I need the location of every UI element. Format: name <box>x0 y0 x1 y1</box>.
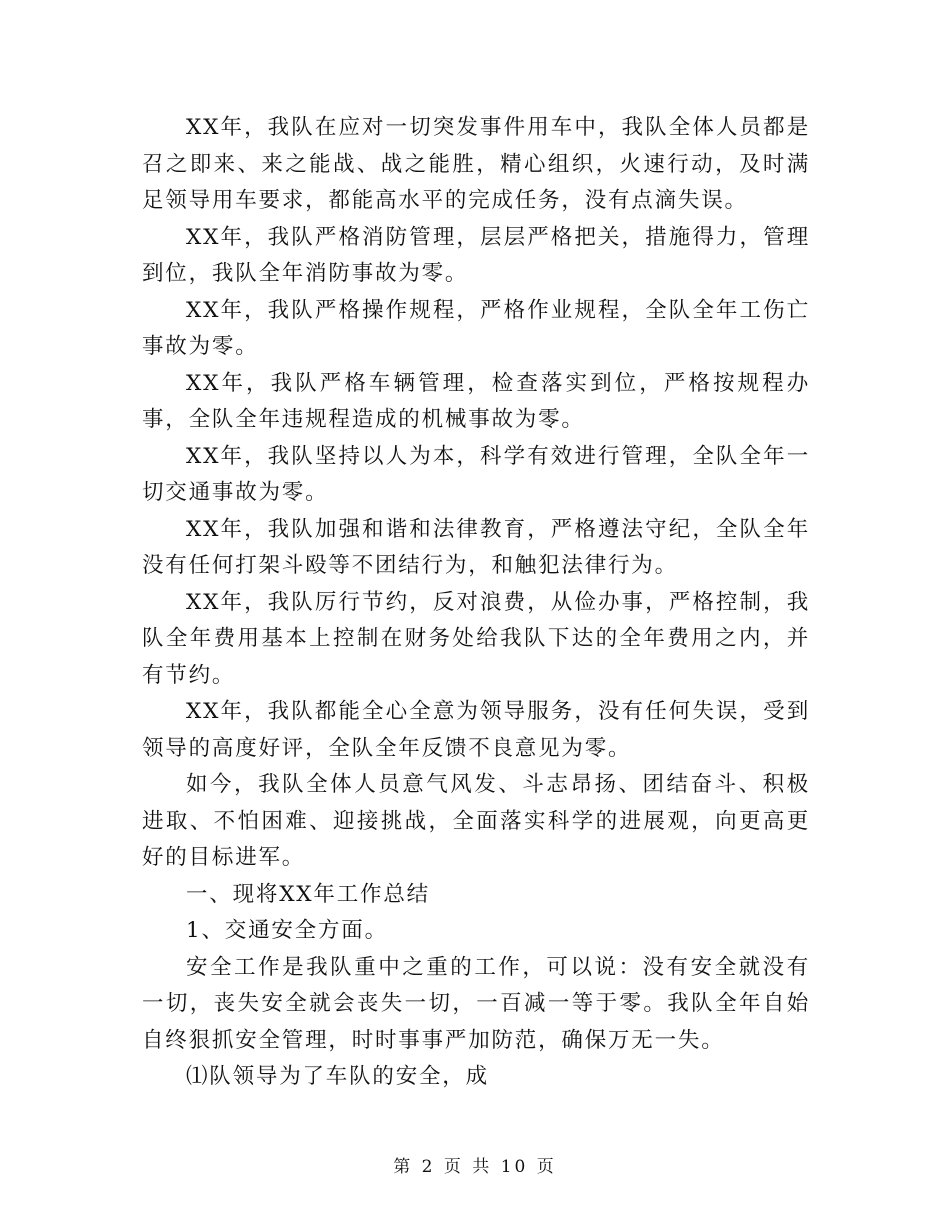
subsection-heading: 1、交通安全方面。 <box>186 918 388 943</box>
page-number-footer: 第 2 页 共 10 页 <box>393 1157 557 1177</box>
paragraph: 安全工作是我队重中之重的工作，可以说：没有安全就没有一切，丧失安全就会丧失一切，一百减一等于零。我队全年自始自终狠抓安全管理，时时事事严加防范，确保万无一失。 <box>142 954 810 1053</box>
paragraph: XX年，我队严格车辆管理，检查落实到位，严格按规程办事，全队全年违规程造成的机械事故为零。 <box>142 370 810 432</box>
paragraph: ⑴队领导为了车队的安全，成 <box>186 1064 489 1089</box>
paragraph: XX年，我队厉行节约，反对浪费，从俭办事，严格控制，我队全年费用基本上控制在财务处给我队下达的全年费用之内，并有节约。 <box>142 589 810 688</box>
paragraph: 如今，我队全体人员意气风发、斗志昂扬、团结奋斗、积极进取、不怕困难、迎接挑战，全面落实科学的进展观，向更高更好的目标进军。 <box>142 772 810 870</box>
paragraph: XX年，我队都能全心全意为领导服务，没有任何失误，受到领导的高度好评，全队全年反馈不良意见为零。 <box>142 699 810 761</box>
paragraph: XX年，我队在应对一切突发事件用车中，我队全体人员都是召之即来、来之能战、战之能胜，精心组织，火速行动，及时满足领导用车要求，都能高水平的完成任务，没有点滴失误。 <box>142 115 810 213</box>
paragraph: XX年，我队坚持以人为本，科学有效进行管理，全队全年一切交通事故为零。 <box>142 443 810 505</box>
document-body <box>142 110 810 1096</box>
section-heading: 一、现将XX年工作总结 <box>186 881 430 907</box>
paragraph: XX年，我队严格消防管理，层层严格把关，措施得力，管理到位，我队全年消防事故为零。 <box>142 224 810 286</box>
paragraph: XX年，我队严格操作规程，严格作业规程，全队全年工伤亡事故为零。 <box>142 297 810 359</box>
paragraph: XX年，我队加强和谐和法律教育，严格遵法守纪，全队全年没有任何打架斗殴等不团结行为，和触犯法律行为。 <box>142 516 810 578</box>
